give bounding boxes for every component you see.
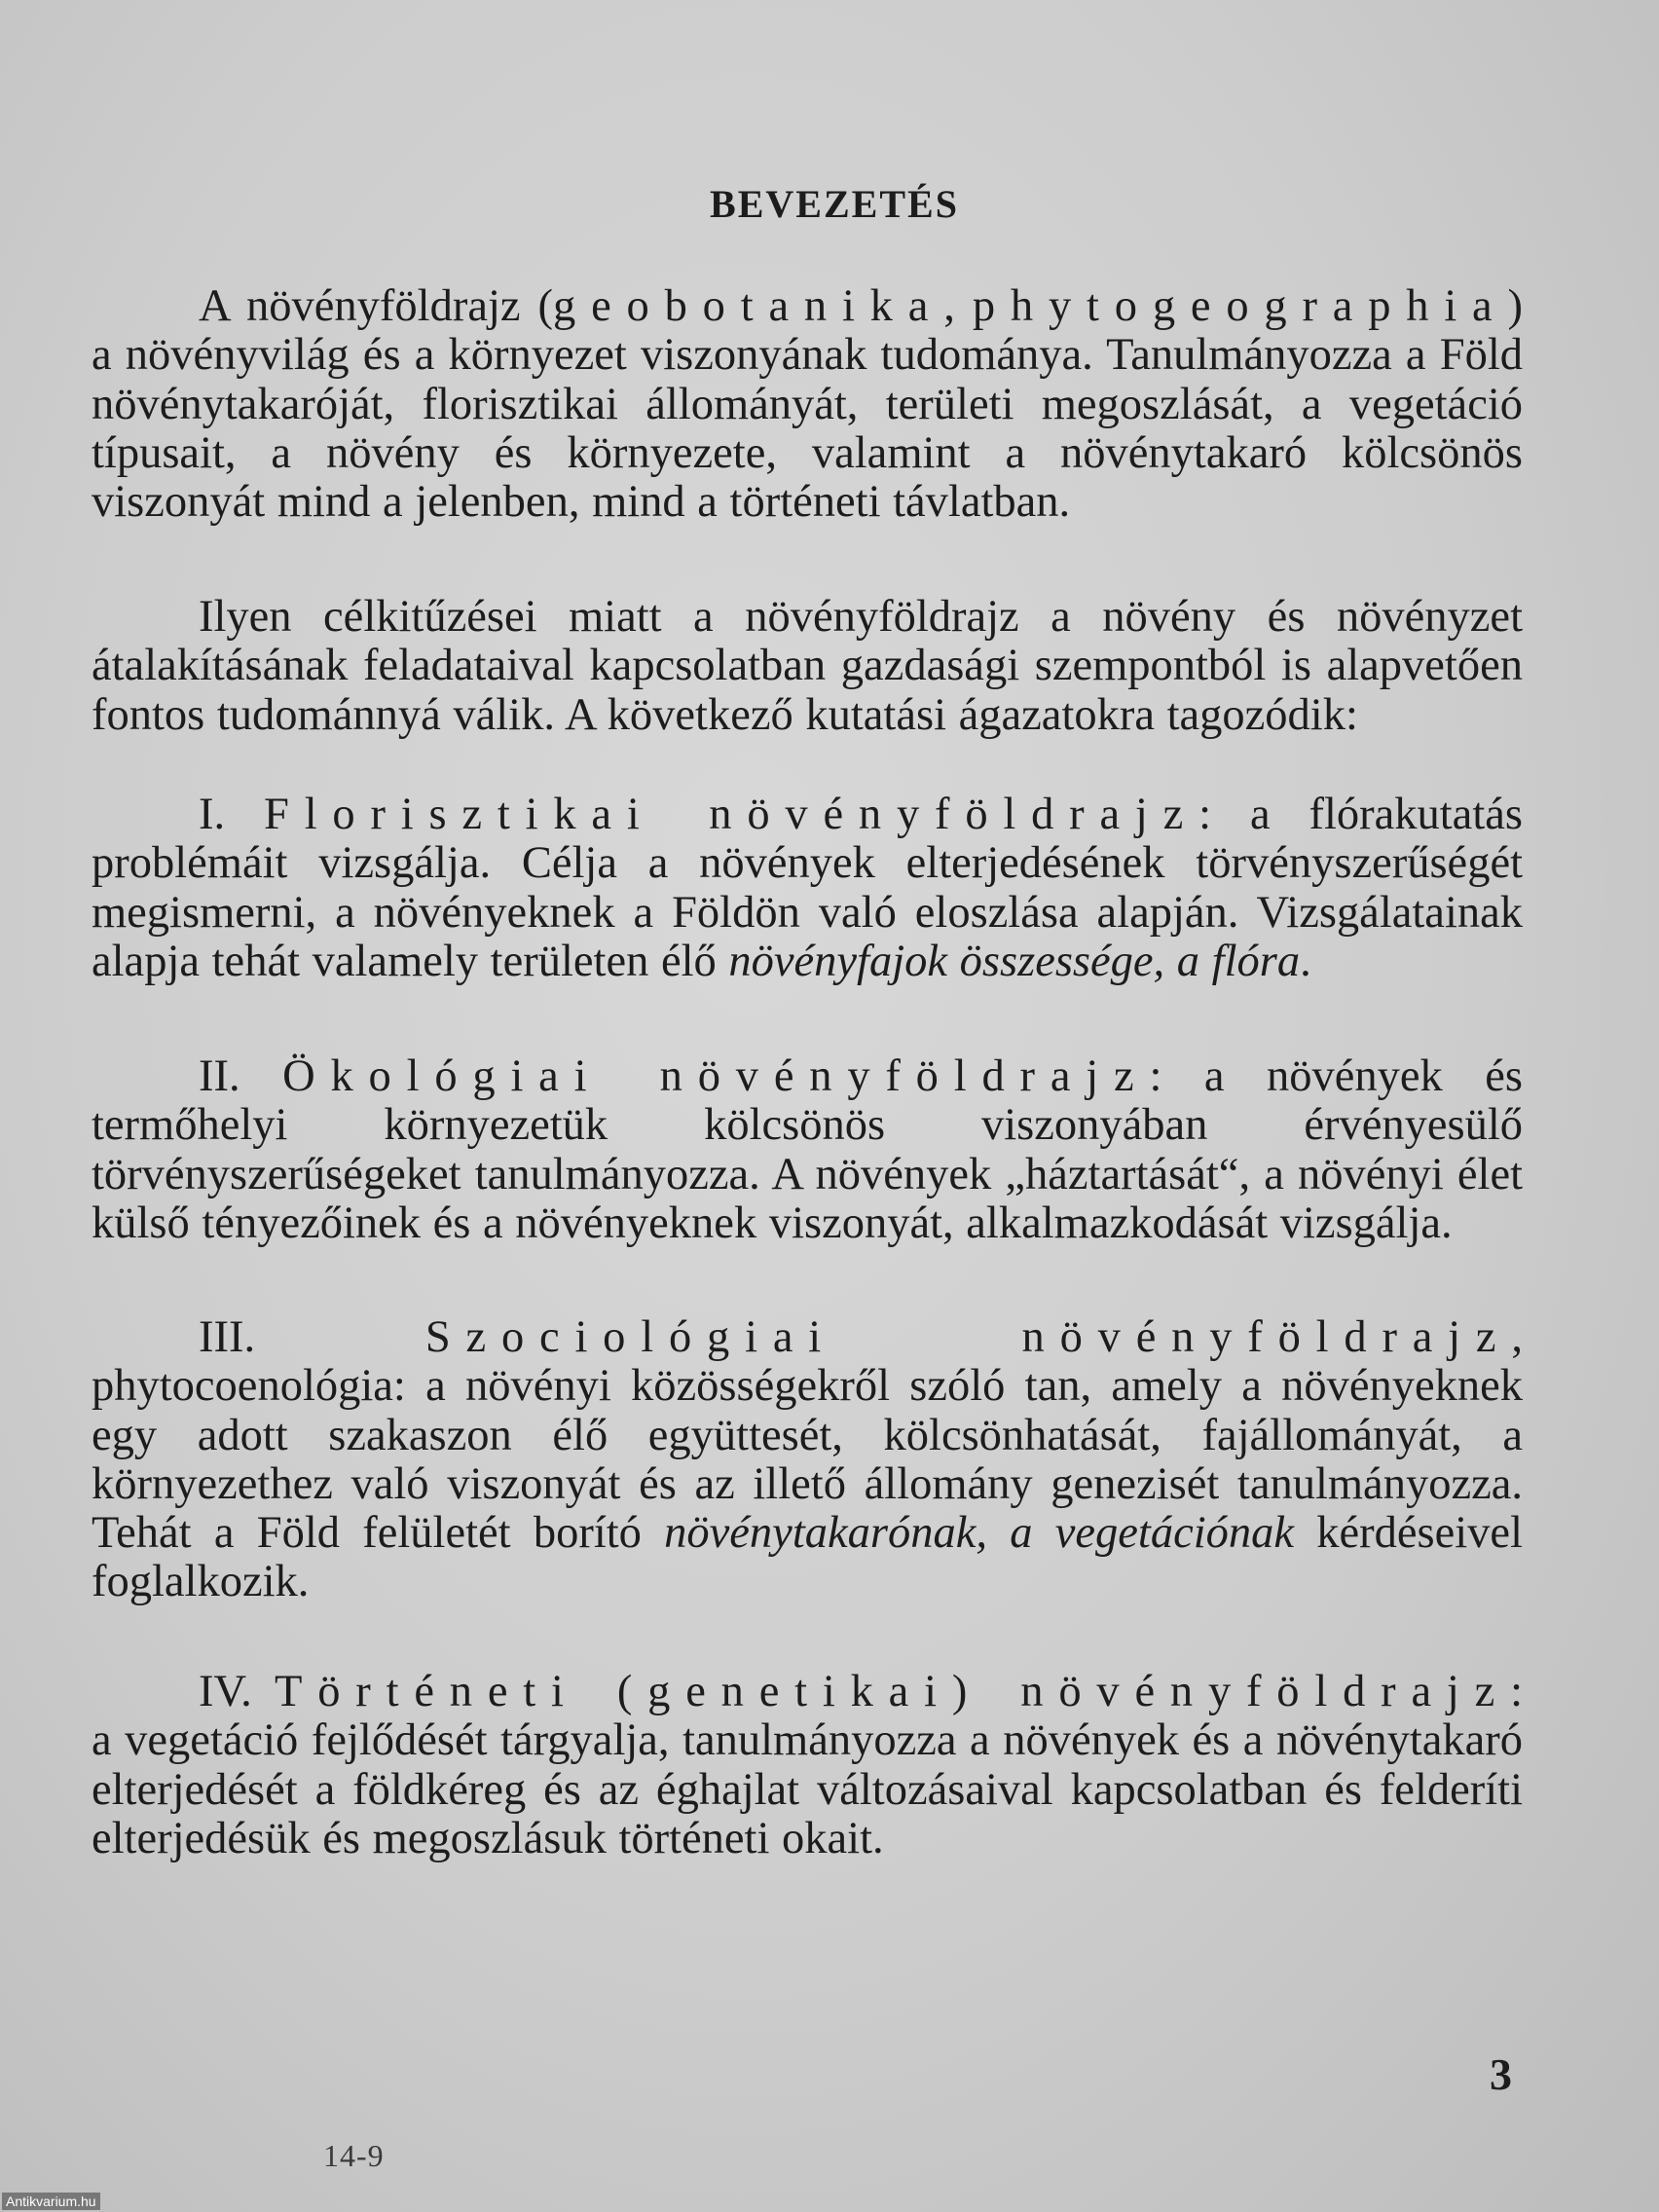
paragraph-text: , phytocoenológia: a növényi közösségekről szóló tan, amely a növényeknek egy adott szakaszon élő együttesét, kölcsönhatását, fajállományát, a környezethez való viszonyát és az illető állomány genezisét tanulmányozza. Tehát a Föld felületét borító [92,1312,1523,1559]
spaced-term: Szociológiai növényföldrajz [424,1312,1512,1362]
paragraph-text: Ilyen célkitűzései miatt a növényföldrajz a növény és növényzet átalakításának feladataival kapcsolatban gazdasági szempontból is alapvetően fontos tudománnyá válik. A következő kutatási ágazatokra tagozódik: [92,592,1523,740]
spaced-term: phytogeographia [972,281,1508,331]
spaced-term: Történeti (genetikai) növényföldrajz [275,1667,1511,1716]
section-number: I. [199,790,265,839]
paragraph-historical [92,1668,1523,1863]
paragraph-text: kérdéseivel foglalkozik. [92,1508,1523,1607]
section-number: II. [199,1051,283,1101]
page-number: 3 [1490,2049,1512,2099]
section-number: III. [199,1312,425,1362]
paragraph-floristic [92,791,1523,986]
paragraph-text: . [1300,936,1311,986]
italic-term: növényfajok összessége, a flóra [728,936,1301,986]
paragraph-text: , [943,281,973,331]
spaced-term: Florisztikai növényföldrajz [264,790,1199,839]
paragraph-text: : a növények és termőhelyi környezetük kölcsönös viszonyában érvényesülő törvényszerűségeket tanulmányozza. A növények „háztartását“, a növényi élet külső tényezőinek és a növényeknek viszonyát, alkalmazkodását vizsgálja. [92,1051,1523,1248]
page-title: BEVEZETÉS [710,182,959,226]
printer-signature: 14-9 [323,2138,385,2173]
paragraph-text: : a vegetáció fejlődését tárgyalja, tanulmányozza a növények és a növénytakaró elterjedését a földkéreg és az éghajlat változásaival kapcsolatban és felderíti elterjedésük és megoszlásuk történeti okait. [92,1667,1524,1863]
paragraph-intro [92,282,1523,527]
paragraph-text: A növényföldrajz ( [199,281,554,331]
paragraph-text: : a flórakutatás problémáit vizsgálja. Célja a növények elterjedésének törvényszerűségét megismerni, a növényeknek a Földön való eloszlása alapján. Vizsgálatainak alapja tehát valamely területen élő [92,790,1523,986]
paragraph-text: ) a növényvilág és a környezet viszonyának tudománya. Tanulmányozza a Föld növénytakaróját, florisztikai állományát, területi megoszlását, a vegetáció típusait, a növény és környezete, valamint a növénytakaró kölcsönös viszonyát mind a jelenben, mind a történeti távlatban. [92,281,1523,528]
paragraph-sociological [92,1313,1523,1607]
watermark: Antikvarium.hu [2,2193,100,2210]
spaced-term: geobotanika [553,281,944,331]
paragraph-ecological [92,1052,1523,1248]
section-number: IV. [199,1667,276,1716]
spaced-term: Ökológiai növényföldrajz [282,1051,1150,1101]
paragraph-goals [92,593,1523,740]
italic-term: növénytakarónak, a vegetációnak [664,1508,1295,1559]
